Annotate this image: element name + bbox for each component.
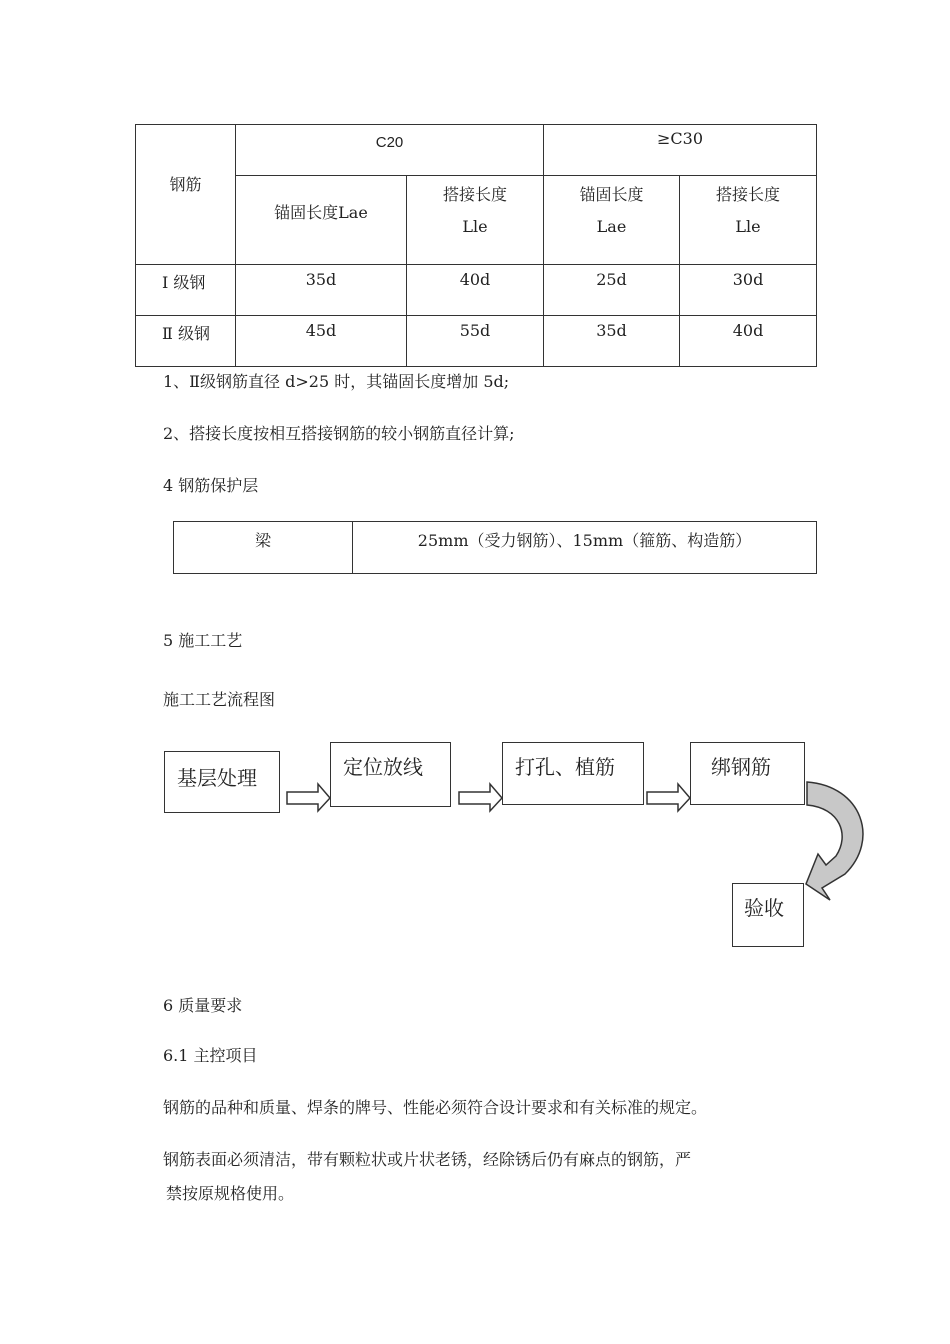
section-4-title: 4 钢筋保护层 — [163, 476, 259, 495]
cover-value: 25mm（受力钢筋）、15mm（箍筋、构造筋） — [353, 522, 817, 574]
header-c30-lap: 搭接长度 Lle — [680, 176, 817, 265]
header-c30: ≥C30 — [544, 125, 817, 176]
flow-title: 施工工艺流程图 — [163, 690, 276, 709]
flow-step-drill: 打孔、植筋 — [502, 742, 644, 805]
header-c20: C20 — [236, 125, 544, 176]
section-6-1-title: 6.1 主控项目 — [163, 1046, 258, 1065]
section-6-title: 6 质量要求 — [163, 996, 243, 1015]
table-cell: 35d — [236, 265, 407, 316]
header-c20-anchor: 锚固长度Lae — [236, 176, 407, 265]
table-cell: 45d — [236, 316, 407, 367]
note-1: 1、Ⅱ级钢筋直径 d>25 时，其锚固长度增加 5d; — [163, 372, 510, 391]
flow-arrow-1 — [287, 784, 330, 811]
cover-member: 梁 — [174, 522, 353, 574]
flow-step-bind: 绑钢筋 — [690, 742, 805, 805]
table-cell: 30d — [680, 265, 817, 316]
table-cell: 25d — [544, 265, 680, 316]
flow-step-layout: 定位放线 — [330, 742, 451, 807]
table-cell: 40d — [407, 265, 544, 316]
paragraph-2-line-2: 禁按原规格使用。 — [166, 1184, 295, 1203]
curved-arrow — [806, 782, 863, 900]
flow-arrow-2 — [459, 784, 502, 811]
row-label: Ⅱ 级钢 — [136, 316, 236, 367]
table-cell: 55d — [407, 316, 544, 367]
note-2: 2、搭接长度按相互搭接钢筋的较小钢筋直径计算; — [163, 424, 515, 443]
table-cell: 35d — [544, 316, 680, 367]
header-rebar: 钢筋 — [136, 125, 236, 265]
flow-arrow-3 — [647, 784, 690, 811]
header-c20-lap: 搭接长度 Lle — [407, 176, 544, 265]
flow-step-base: 基层处理 — [164, 751, 280, 813]
header-c30-anchor: 锚固长度 Lae — [544, 176, 680, 265]
paragraph-2-line-1: 钢筋表面必须清洁，带有颗粒状或片状老锈，经除锈后仍有麻点的钢筋，严 — [163, 1150, 692, 1169]
row-label: Ⅰ 级钢 — [136, 265, 236, 316]
flow-step-accept: 验收 — [732, 883, 804, 947]
paragraph-1: 钢筋的品种和质量、焊条的牌号、性能必须符合设计要求和有关标准的规定。 — [163, 1098, 708, 1117]
section-5-title: 5 施工工艺 — [163, 631, 243, 650]
table-cell: 40d — [680, 316, 817, 367]
